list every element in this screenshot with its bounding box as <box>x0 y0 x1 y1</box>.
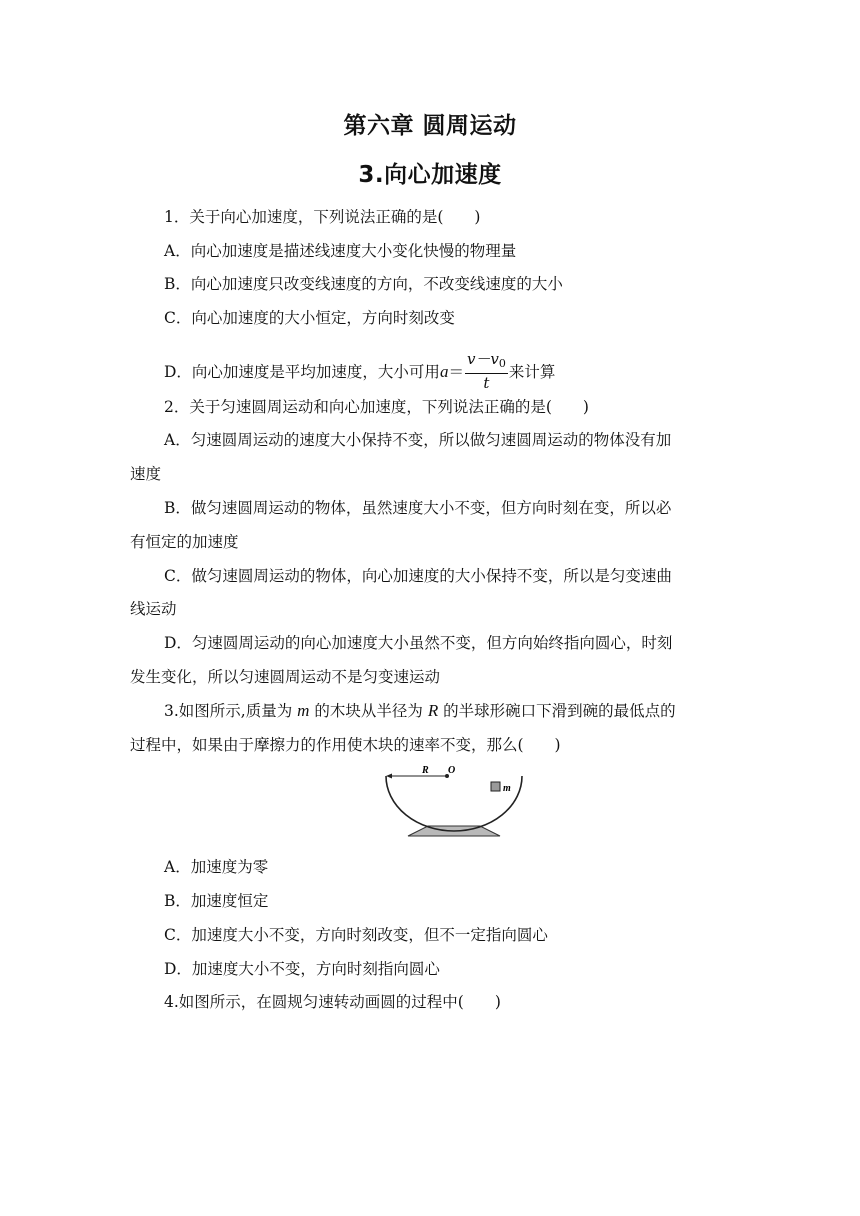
bowl-arc <box>386 776 522 831</box>
q2-option-c-line2: 线运动 <box>130 600 177 618</box>
chapter-title: 第六章 圆周运动 <box>343 113 517 139</box>
q2-option-d-line1: D．匀速圆周运动的向心加速度大小虽然不变，但方向始终指向圆心，时刻 <box>164 634 673 652</box>
q1-option-b: B．向心加速度只改变线速度的方向，不改变线速度的大小 <box>164 275 563 293</box>
q1-option-d-suffix: 来计算 <box>508 363 556 381</box>
radius-arrow-icon <box>386 774 392 779</box>
q1-option-d-fraction <box>465 350 508 392</box>
q2-option-a-line2: 速度 <box>130 465 162 483</box>
q1-option-d-var: a <box>439 362 449 381</box>
q2-stem: 2．关于匀速圆周运动和向心加速度，下列说法正确的是( ) <box>164 398 589 416</box>
q3-option-a: A．加速度为零 <box>164 858 269 876</box>
q4-stem: 4.如图所示，在圆规匀速转动画圆的过程中( ) <box>164 993 501 1011</box>
section-title: 3.向心加速度 <box>358 162 502 188</box>
q2-option-c-line1: C．做匀速圆周运动的物体，向心加速度的大小保持不变，所以是匀变速曲 <box>164 567 672 585</box>
q2-option-b-line2: 有恒定的加速度 <box>130 533 239 551</box>
q3-stem-line2: 过程中，如果由于摩擦力的作用使木块的速率不变，那么( ) <box>130 736 561 754</box>
q2-option-a-line1: A．匀速圆周运动的速度大小保持不变，所以做匀速圆周运动的物体没有加 <box>164 431 672 449</box>
hemispherical-bowl-figure <box>380 762 530 844</box>
q3-option-d: D．加速度大小不变，方向时刻指向圆心 <box>164 960 440 978</box>
mass-symbol: m <box>297 701 310 720</box>
wood-block <box>491 782 500 791</box>
q3-stem-line1: 3.如图所示,质量为 m 的木块从半径为 R 的半球形碗口下滑到碗的最低点的 <box>164 701 676 720</box>
q3-option-b: B．加速度恒定 <box>164 892 269 910</box>
q1-stem: 1．关于向心加速度，下列说法正确的是( ) <box>164 208 481 226</box>
figure-label-o: O <box>448 765 456 776</box>
q2-option-b-line1: B．做匀速圆周运动的物体，虽然速度大小不变，但方向时刻在变，所以必 <box>164 499 672 517</box>
radius-symbol: R <box>427 701 439 720</box>
q1-option-c: C．向心加速度的大小恒定，方向时刻改变 <box>164 309 455 327</box>
q1-option-d-prefix: D．向心加速度是平均加速度，大小可用 <box>164 363 440 381</box>
q1-option-a: A．向心加速度是描述线速度大小变化快慢的物理量 <box>164 242 517 260</box>
q2-option-d-line2: 发生变化，所以匀速圆周运动不是匀变速运动 <box>130 668 441 686</box>
figure-label-m: m <box>503 783 511 794</box>
figure-label-r: R <box>422 765 429 776</box>
fraction-denominator: t <box>483 374 490 392</box>
q1-option-d-eq: ＝ <box>448 363 464 381</box>
q3-option-c: C．加速度大小不变，方向时刻改变，但不一定指向圆心 <box>164 926 548 944</box>
q1-option-d <box>164 352 555 394</box>
fraction-numerator: $v-v_0$ <box>465 350 508 374</box>
